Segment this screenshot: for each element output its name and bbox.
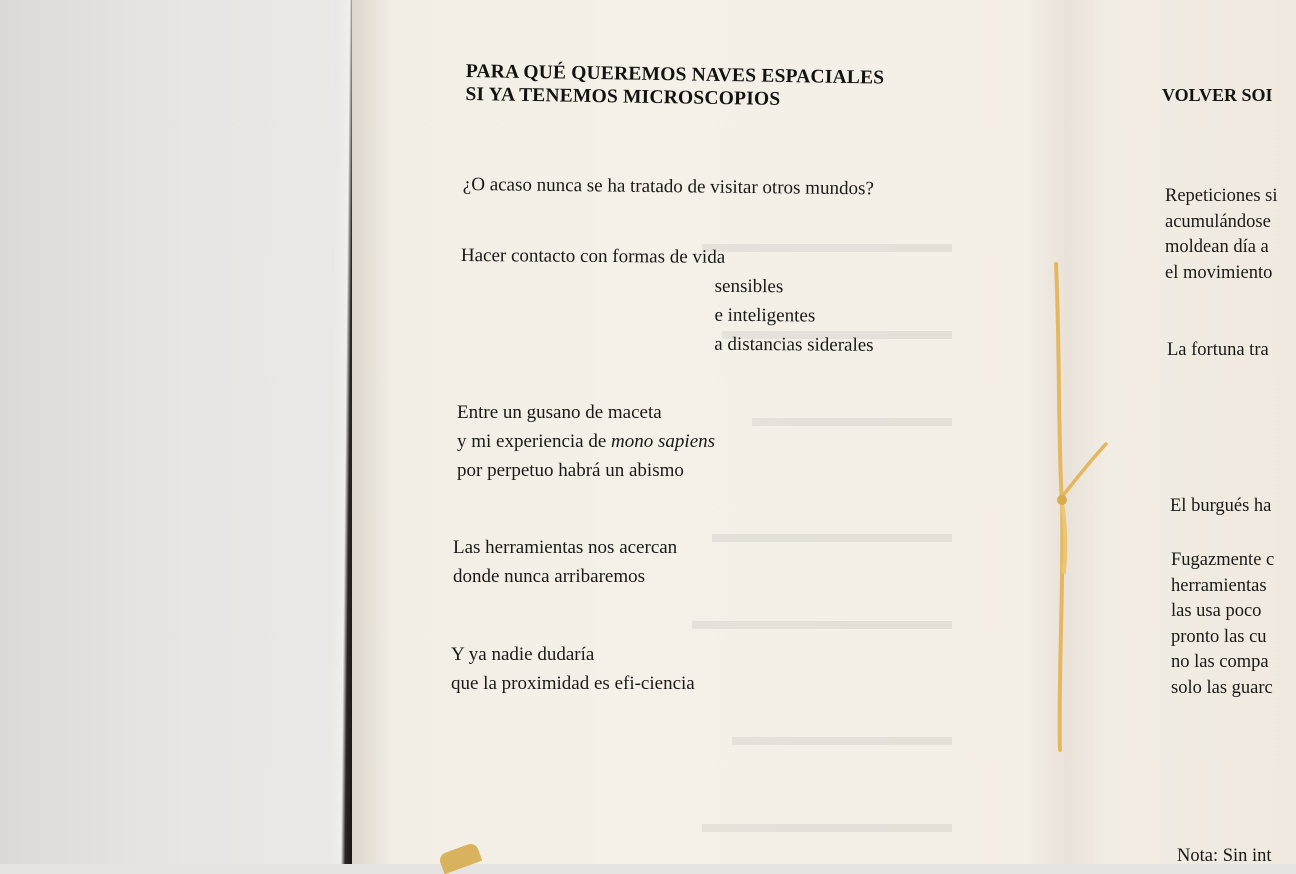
poem-line: Y ya nadie dudaría	[451, 644, 595, 665]
poem-line: ¿O acaso nunca se ha tratado de visitar otros mundos?	[462, 173, 874, 200]
poem-line: Repeticiones si	[1165, 186, 1278, 206]
stanza-4	[453, 533, 677, 591]
poem-line: no las compa	[1171, 652, 1269, 672]
poem-line: por perpetuo habrá un abismo	[457, 460, 684, 481]
poem-line: Fugazmente c	[1171, 550, 1275, 570]
poem-line: Entre un gusano de maceta	[457, 402, 662, 423]
stanza-2	[460, 241, 874, 359]
right-line-fortuna: La fortuna tra	[1167, 340, 1269, 360]
show-through-lines	[692, 176, 952, 596]
stanza-1	[463, 170, 874, 203]
left-blank-page	[0, 0, 350, 864]
poem-line: a distancias siderales	[714, 333, 874, 356]
poem-line: pronto las cu	[1171, 626, 1267, 647]
poem-line: que la proximidad es efi-ciencia	[451, 673, 695, 694]
poem-line: e inteligentes	[714, 304, 816, 327]
poem-line-with-italic	[457, 427, 715, 456]
right-poem-title: VOLVER SOI	[1162, 85, 1273, 105]
poem-line: sensibles	[714, 275, 784, 298]
poem-line: moldean día a	[1165, 237, 1269, 257]
poem-line-part: y mi experiencia de	[457, 431, 612, 452]
page-shadow	[352, 0, 392, 864]
stanza-5	[451, 640, 695, 698]
book-page-spread	[352, 0, 1296, 864]
right-block-1	[1165, 184, 1278, 286]
stanza-3	[457, 398, 715, 485]
poem-line: las usa poco	[1171, 601, 1262, 621]
poem-title	[465, 60, 884, 113]
poem-line: solo las guarc	[1171, 677, 1273, 698]
poem-title-line-1: PARA QUÉ QUEREMOS NAVES ESPACIALES	[465, 60, 885, 89]
right-note: Nota: Sin int	[1177, 846, 1272, 864]
right-line-burgues: El burgués ha	[1170, 496, 1272, 516]
right-block-2	[1171, 548, 1274, 701]
poem-line: donde nunca arribaremos	[453, 566, 646, 587]
poem-line: herramientas	[1171, 575, 1267, 596]
binding-thread	[1054, 262, 1114, 752]
poem-line: Las herramientas nos acercan	[453, 537, 678, 558]
italic-phrase: mono sapiens	[611, 431, 716, 452]
poem-title-line-2: SI YA TENEMOS MICROSCOPIOS	[465, 83, 781, 110]
poem-line: el movimiento	[1165, 262, 1273, 283]
poem-line: Hacer contacto con formas de vida	[460, 244, 726, 268]
poem-line: acumulándose	[1165, 211, 1271, 232]
